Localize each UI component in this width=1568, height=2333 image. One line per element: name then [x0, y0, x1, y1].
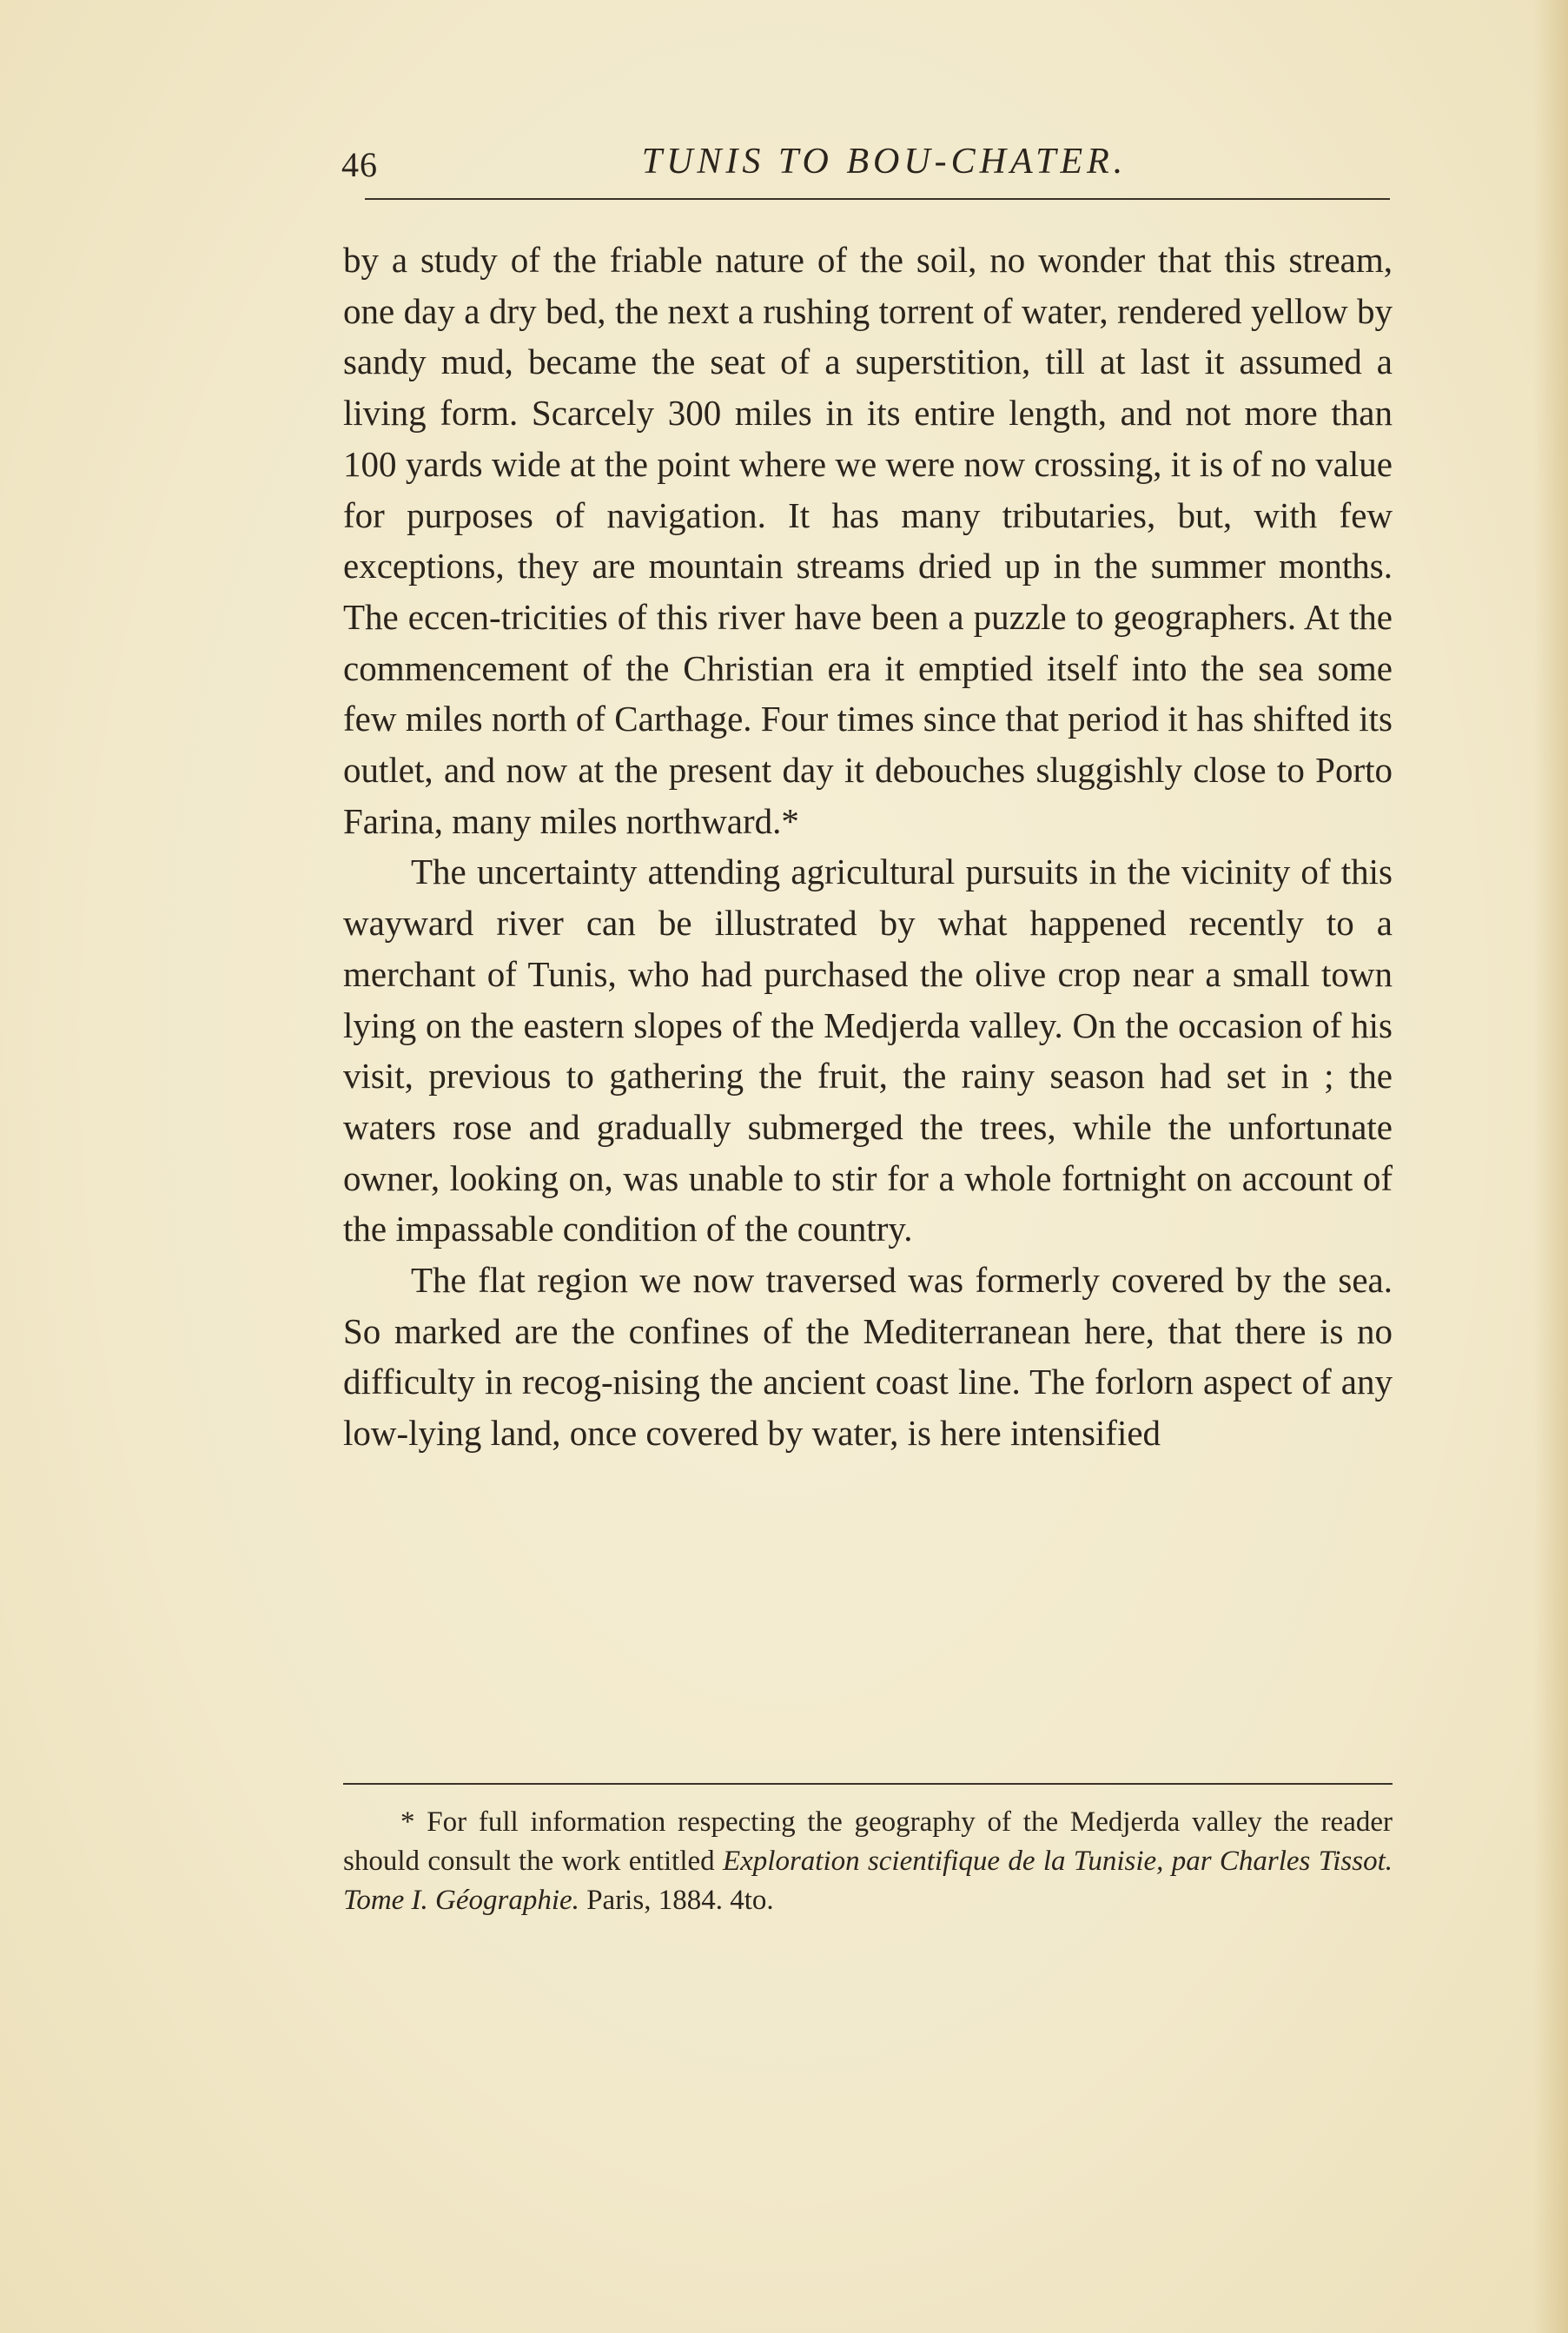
footnote-text-start: * For full information respecting the geography of the Medjerda valley the reader should consult the work entitled — [343, 1806, 1393, 1877]
footnote-book-title: Exploration scientifique de la Tunisie, par Charles Tissot. Tome I. Géographie. — [343, 1846, 1393, 1916]
footnote — [343, 1803, 1393, 1920]
page-header — [341, 132, 1393, 193]
paragraph-2: The uncertainty attending agricultural pursuits in the vicinity of this wayward river can be illustrated by what happened recently to a merchant of Tunis, who had purchased the olive crop near a small town lying on the eastern slopes of the Medjerda valley. On the occasion of his visit, previous to gathering the fruit, the rainy season had set in ; the waters rose and gradually submerged the trees, while the unfortunate owner, looking on, was unable to stir for a whole fortnight on account of the impassable condition of the country. — [343, 852, 1393, 1249]
running-title: TUNIS TO BOU-CHATER. — [641, 142, 1128, 182]
footnote-text — [343, 1803, 1393, 1920]
header-rule — [365, 198, 1390, 200]
paragraph-1: by a study of the friable nature of the soil, no wonder that this stream, one day a dry bed, the next a rushing torrent of water, rendered yellow by sandy mud, became the seat of a superstition, till at last it assumed a living form. Scarcely 300 miles in its entire length, and not more than 100 yards wide at the point where we were now crossing, it is of no value for purposes of navigation. It has many tributaries, but, with few exceptions, they are mountain streams dried up in the summer months. The eccen-tricities of this river have been a puzzle to geographers. At the commencement of the Christian era it emptied itself into the sea some few miles north of Carthage. Four times since that period it has shifted its outlet, and now at the present day it debouches sluggishly close to Porto Farina, many miles northward.* — [343, 240, 1393, 841]
body-text — [343, 235, 1393, 1459]
footnote-rule — [343, 1783, 1393, 1785]
page-number: 46 — [341, 145, 378, 184]
paragraph-3: The flat region we now traversed was formerly covered by the sea. So marked are the confines of the Mediterranean here, that there is no difficulty in recog-nising the ancient coast line. The forlorn aspect of any low-lying land, once covered by water, is here intensified — [343, 1260, 1393, 1454]
footnote-text-end: Paris, 1884. 4to. — [579, 1885, 774, 1916]
